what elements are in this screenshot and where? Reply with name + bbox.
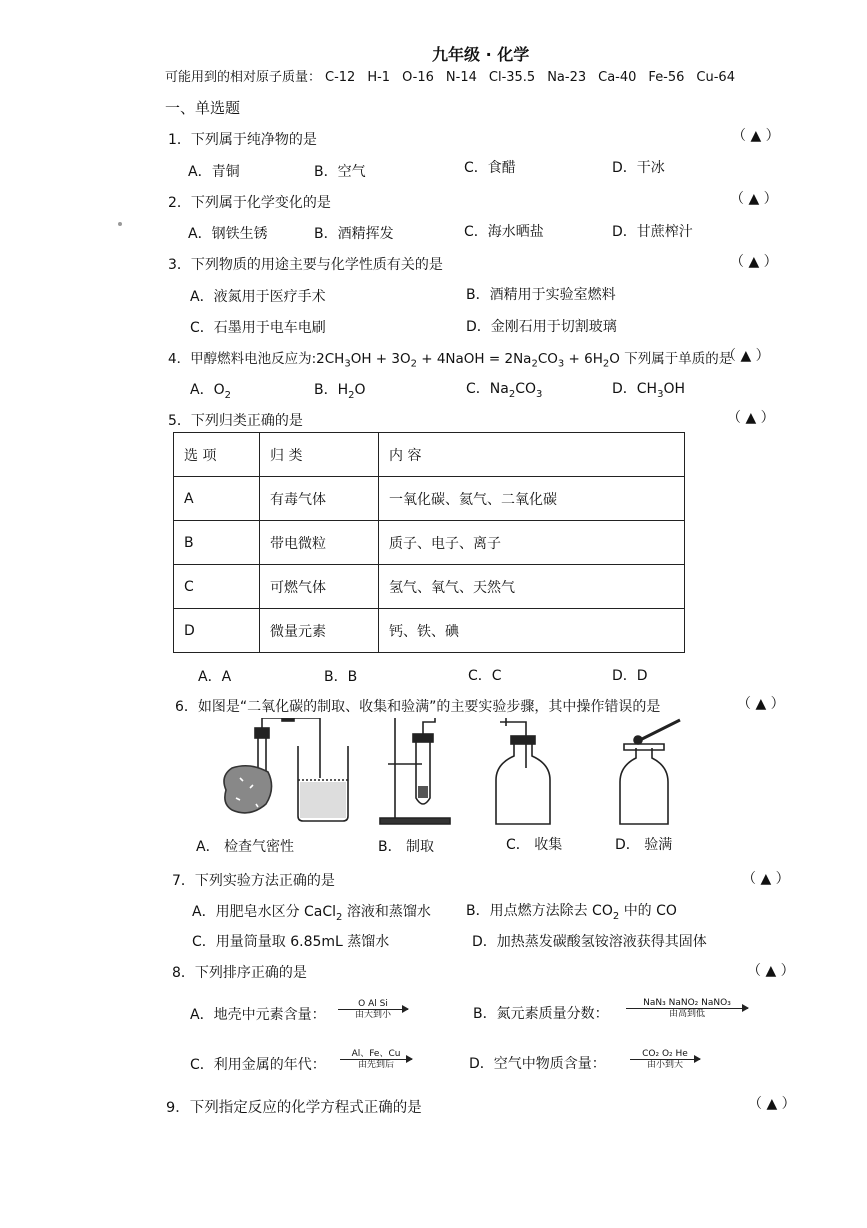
table-cell: 可燃气体 <box>260 565 379 609</box>
table-cell: 钙、铁、碘 <box>379 609 685 653</box>
table-cell: 带电微粒 <box>260 521 379 565</box>
question-1-stem: 1．下列属于纯净物的是 <box>168 132 317 148</box>
mass-item: Na-23 <box>547 70 587 85</box>
q4-option-c[interactable]: C．$Na_2CO_3$ <box>466 381 543 400</box>
q6-option-d[interactable]: D． 验满 <box>615 837 673 853</box>
question-5-stem: 5．下列归类正确的是 <box>168 413 303 429</box>
mass-item: Fe-56 <box>648 70 685 85</box>
q5-option-b[interactable]: B．B <box>324 669 358 685</box>
sequence-top: O Al Si <box>358 999 388 1009</box>
answer-blank-8[interactable]: （ ▲ ） <box>747 963 795 979</box>
table-cell: 有毒气体 <box>260 477 379 521</box>
sequence-bottom: 由先到后 <box>357 1060 394 1070</box>
q8-option-d[interactable]: D．空气中物质含量： <box>469 1056 606 1072</box>
q5-option-a[interactable]: A．A <box>198 669 232 685</box>
q4-option-b[interactable]: B．$H_2O$ <box>314 382 366 401</box>
answer-blank-7[interactable]: （ ▲ ） <box>742 871 790 887</box>
table-cell: 氢气、氧气、天然气 <box>379 565 685 609</box>
q8-a-sequence <box>338 999 408 1020</box>
q4-option-a[interactable]: A．$O_2$ <box>190 382 231 401</box>
table-cell: C <box>174 565 260 609</box>
arrow-icon <box>626 1008 748 1009</box>
answer-blank-2[interactable]: （ ▲ ） <box>730 191 778 207</box>
answer-blank-4[interactable]: （ ▲ ） <box>722 348 770 364</box>
answer-blank-9[interactable]: （ ▲ ） <box>748 1096 796 1112</box>
q6-option-c[interactable]: C． 收集 <box>506 837 563 853</box>
q5-option-c[interactable]: C．C <box>468 668 502 684</box>
table-row <box>174 521 685 565</box>
q7-option-b[interactable]: B．用点燃方法除去 $CO_2$ 中的 CO <box>466 903 677 922</box>
table-header-row <box>174 433 685 477</box>
q2-option-a[interactable]: A．钢铁生锈 <box>188 226 268 242</box>
q4-option-d[interactable]: D．$CH_3OH$ <box>612 381 686 400</box>
q3-option-a[interactable]: A．液氮用于医疗手术 <box>190 289 326 305</box>
answer-blank-3[interactable]: （ ▲ ） <box>730 254 778 270</box>
scan-speck <box>118 222 122 226</box>
q7-option-c[interactable]: C．用量筒量取 6.85mL 蒸馏水 <box>192 934 390 950</box>
table-row <box>174 609 685 653</box>
q8-d-sequence <box>630 1049 700 1070</box>
mass-item: O-16 <box>402 70 434 85</box>
q1-option-c[interactable]: C．食醋 <box>464 160 516 176</box>
classification-table <box>173 432 685 653</box>
mass-item: Cu-64 <box>696 70 735 85</box>
mass-item: C-12 <box>325 70 356 85</box>
sequence-bottom: 由大到小 <box>354 1010 391 1020</box>
q1-option-b[interactable]: B．空气 <box>314 164 366 180</box>
question-6-stem: 6．如图是“二氧化碳的制取、收集和验满”的主要实验步骤，其中操作错误的是 <box>175 699 661 715</box>
mass-item: Cl-35.5 <box>488 70 536 85</box>
q1-option-a[interactable]: A．青铜 <box>188 164 240 180</box>
q3-option-d[interactable]: D．金刚石用于切割玻璃 <box>466 319 617 335</box>
question-4-stem: 4．甲醇燃料电池反应为$:2CH_3OH + 3O_2$ + 4NaOH = $2Na_2CO_3 + 6H_2O$ 下列属于单质的是 <box>168 351 733 370</box>
q3-option-c[interactable]: C．石墨用于电车电刷 <box>190 320 326 336</box>
arrow-icon <box>338 1009 408 1010</box>
sequence-bottom: 由小到大 <box>646 1060 683 1070</box>
q2-option-b[interactable]: B．酒精挥发 <box>314 226 394 242</box>
q2-option-c[interactable]: C．海水晒盐 <box>464 224 544 240</box>
table-row <box>174 477 685 521</box>
sequence-bottom: 由高到低 <box>668 1009 705 1019</box>
q6-option-a[interactable]: A． 检查气密性 <box>196 839 295 855</box>
table-cell: D <box>174 609 260 653</box>
q1-option-d[interactable]: D．干冰 <box>612 160 665 176</box>
answer-blank-1[interactable]: （ ▲ ） <box>732 128 780 144</box>
table-header: 内 容 <box>379 433 685 477</box>
mass-item: Ca-40 <box>598 70 637 85</box>
q8-b-sequence <box>626 998 748 1019</box>
masses-label: 可能用到的相对原子质量： <box>165 70 322 85</box>
q8-c-sequence <box>340 1049 412 1070</box>
q2-option-d[interactable]: D．甘蔗榨汁 <box>612 224 693 240</box>
question-2-stem: 2．下列属于化学变化的是 <box>168 195 331 211</box>
q3-option-b[interactable]: B．酒精用于实验室燃料 <box>466 287 616 303</box>
page-title: 九年级 · 化学 <box>432 45 530 64</box>
table-cell: 微量元素 <box>260 609 379 653</box>
q8-option-a[interactable]: A．地壳中元素含量： <box>190 1007 326 1023</box>
table-header: 选 项 <box>174 433 260 477</box>
question-7-stem: 7．下列实验方法正确的是 <box>172 873 335 889</box>
arrow-icon <box>630 1059 700 1060</box>
q5-option-d[interactable]: D．D <box>612 668 648 684</box>
sequence-top: Al、Fe、Cu <box>351 1049 401 1059</box>
question-8-stem: 8．下列排序正确的是 <box>172 965 307 981</box>
table-cell: 一氧化碳、氦气、二氧化碳 <box>379 477 685 521</box>
airtightness-check-icon <box>224 718 348 821</box>
table-cell: B <box>174 521 260 565</box>
check-full-icon <box>620 720 680 824</box>
q8-option-c[interactable]: C．利用金属的年代： <box>190 1057 326 1073</box>
q7-option-d[interactable]: D．加热蒸发碳酸氢铵溶液获得其固体 <box>472 934 707 950</box>
sequence-top: NaN₃ NaNO₂ NaNO₃ <box>643 998 731 1008</box>
arrow-icon <box>340 1059 412 1060</box>
q7-option-a[interactable]: A．用肥皂水区分 CaCl$_2$ 溶液和蒸馏水 <box>192 904 431 923</box>
table-header: 归 类 <box>260 433 379 477</box>
question-9-stem: 9．下列指定反应的化学方程式正确的是 <box>166 1100 422 1116</box>
mass-item: H-1 <box>367 70 391 85</box>
experiment-diagrams <box>210 718 690 833</box>
gas-generation-icon <box>380 718 450 824</box>
q8-option-b[interactable]: B．氮元素质量分数： <box>473 1006 609 1022</box>
question-3-stem: 3．下列物质的用途主要与化学性质有关的是 <box>168 257 443 273</box>
q6-option-b[interactable]: B． 制取 <box>378 839 435 855</box>
table-row <box>174 565 685 609</box>
atomic-masses <box>165 66 747 85</box>
gas-collection-icon <box>496 718 550 824</box>
mass-item: N-14 <box>445 70 477 85</box>
answer-blank-6[interactable]: （ ▲ ） <box>737 696 785 712</box>
table-cell: 质子、电子、离子 <box>379 521 685 565</box>
table-cell: A <box>174 477 260 521</box>
section-heading: 一、单选题 <box>165 99 241 117</box>
answer-blank-5[interactable]: （ ▲ ） <box>727 410 775 426</box>
sequence-top: CO₂ O₂ He <box>642 1049 688 1059</box>
